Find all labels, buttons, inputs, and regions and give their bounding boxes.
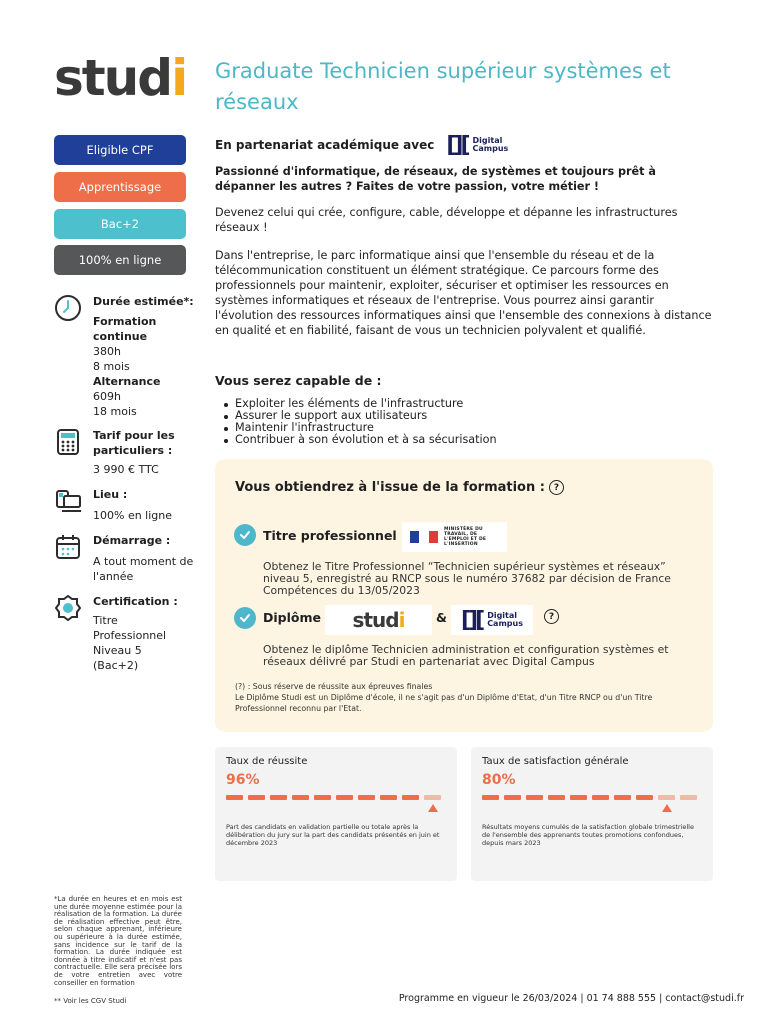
ministere-logo	[402, 522, 507, 552]
progress-segment	[680, 795, 697, 800]
duree-fc-months: 8 mois	[93, 360, 130, 373]
progress-segment	[526, 795, 543, 800]
duration-footnote: *La durée en heures et en mois est une durée moyenne estimée pour la réalisation de la formation. La durée de réalisation effective peut être, selon chaque apprenant, inférieure ou supérieure à la durée estimée, sans incidence sur le tarif de la formation. La durée indiquée est donnée à titre indicatif et n'est pas contractuelle. Elle sera précisée lors de votre entretien avec votre conseiller en formation	[54, 895, 182, 987]
badge-cpf: Eligible CPF	[54, 135, 186, 165]
tarif-label: Tarif pour les particuliers :	[93, 429, 175, 457]
intro-bold: Passionné d'informatique, de réseaux, de systèmes et toujours prêt à dépanner les autres ? Faites de votre passion, votre métier !	[215, 165, 656, 193]
progress-segment	[658, 795, 675, 800]
digital-campus-logo: [][ Digital Campus	[446, 132, 509, 158]
check-icon	[234, 524, 256, 546]
list-item: Exploiter les éléments de l'infrastructure	[224, 398, 497, 410]
progress-segment	[314, 795, 331, 800]
duree-alt-hours: 609h	[93, 390, 121, 403]
stat-satisfaction	[471, 747, 713, 881]
stat-label: Taux de satisfaction générale	[482, 756, 629, 767]
ampersand: &	[436, 610, 447, 625]
diplome-label: Diplôme	[263, 610, 321, 625]
page-title: Graduate Technicien supérieur systèmes et réseaux	[215, 59, 671, 114]
progress-marker	[428, 804, 438, 812]
info-demarrage	[54, 533, 204, 584]
progress-segment	[592, 795, 609, 800]
partner-label: En partenariat académique avec	[215, 138, 435, 152]
progress-segment	[636, 795, 653, 800]
obtenir-panel	[215, 459, 713, 732]
progress-segment	[402, 795, 419, 800]
demarrage-label: Démarrage :	[93, 534, 171, 547]
calendar-icon	[54, 533, 82, 561]
obtenir-heading-text: Vous obtiendrez à l'issue de la formation :	[235, 480, 545, 495]
lieu-value: 100% en ligne	[93, 509, 173, 522]
studi-logo-small: stud i	[325, 605, 432, 635]
info-tarif	[54, 428, 204, 477]
progress-segment	[292, 795, 309, 800]
progress-segment	[270, 795, 287, 800]
duree-alternance: Alternance	[93, 375, 161, 388]
progress-segment	[504, 795, 521, 800]
capable-list	[224, 398, 497, 446]
certification-label: Certification :	[93, 595, 178, 608]
certification-value: Titre Professionnel Niveau 5 (Bac+2)	[93, 614, 167, 672]
progress-segment	[424, 795, 441, 800]
french-flag-icon	[410, 531, 438, 543]
stat-value: 80%	[482, 772, 516, 788]
demarrage-value: A tout moment de l'année	[93, 555, 194, 583]
list-item: Assurer le support aux utilisateurs	[224, 410, 497, 422]
dc-line2: Campus	[472, 144, 509, 153]
diplome-description: Obtenez le diplôme Technicien administration et configuration systèmes et réseaux délivré par Studi en partenariat avec Digital Campus	[263, 643, 669, 668]
capable-heading: Vous serez capable de :	[215, 373, 382, 388]
progress-bar	[482, 795, 698, 800]
progress-segment	[358, 795, 375, 800]
clock-icon	[54, 294, 82, 322]
progress-segment	[482, 795, 499, 800]
lieu-label: Lieu :	[93, 488, 128, 501]
dc-line1: Digital	[472, 135, 503, 145]
progress-segment	[548, 795, 565, 800]
progress-marker	[662, 804, 672, 812]
info-duree	[54, 294, 204, 419]
logo-accent: i	[171, 49, 187, 107]
stat-label: Taux de réussite	[226, 756, 308, 767]
certificate-icon	[54, 594, 82, 622]
partner-line	[215, 132, 508, 158]
progress-segment	[380, 795, 397, 800]
check-icon	[234, 607, 256, 629]
progress-segment	[570, 795, 587, 800]
help-icon[interactable]: ?	[544, 609, 559, 624]
list-item: Contribuer à son évolution et à sa sécurisation	[224, 434, 497, 446]
footer: Programme en vigueur le 26/03/2024 | 01 74 888 555 | contact@studi.fr	[398, 993, 744, 1004]
duree-label: Durée estimée*:	[93, 295, 194, 308]
intro-paragraph-1: Devenez celui qui crée, configure, cable, développe et dépanne les infrastructures réseaux !	[215, 206, 678, 234]
studi-logo	[54, 50, 194, 106]
progress-segment	[226, 795, 243, 800]
calculator-icon	[54, 428, 82, 456]
duree-fc-hours: 380h	[93, 345, 121, 358]
info-certification	[54, 594, 204, 673]
progress-segment	[614, 795, 631, 800]
duree-alt-months: 18 mois	[93, 405, 137, 418]
logo-main: stud	[54, 49, 172, 107]
progress-segment	[248, 795, 265, 800]
tarif-value: 3 990 € TTC	[93, 463, 159, 476]
badge-online: 100% en ligne	[54, 245, 186, 275]
badge-apprentissage: Apprentissage	[54, 172, 186, 202]
list-item: Maintenir l'infrastructure	[224, 422, 497, 434]
ministere-text: MINISTÈRE DU TRAVAIL, DE L'EMPLOI ET DE L'INSERTION	[444, 527, 487, 547]
digital-campus-logo-small: [][ Digital Campus	[451, 605, 533, 635]
note-line-1: (?) : Sous réserve de réussite aux épreuves finales	[235, 682, 433, 691]
help-icon[interactable]: ?	[549, 480, 564, 495]
devices-icon	[54, 487, 82, 515]
progress-bar	[226, 795, 442, 800]
cgv-footnote: ** Voir les CGV Studi	[54, 997, 127, 1005]
titre-pro-label: Titre professionnel	[263, 528, 397, 543]
progress-segment	[336, 795, 353, 800]
stat-reussite	[215, 747, 457, 881]
info-lieu	[54, 487, 204, 523]
intro-paragraph-2: Dans l'entreprise, le parc informatique ainsi que l'ensemble du réseau et de la télécommunication constituent un élément stratégique. Ce parcours forme des professionnels pour maintenir, exploiter, sécuriser et optimiser les ressources en systèmes informatiques et réseaux de l'entreprise. Vous pourrez ainsi garantir l'évolution des ressources informatiques ainsi que l'ensemble des connexions à distance en qualité et en fiabilité, faisant de vous un technicien polyvalent et qualifié.	[215, 249, 712, 337]
badge-bac2: Bac+2	[54, 209, 186, 239]
stat-note: Part des candidats en validation partielle ou totale après la délibération du jury sur la part des candidats présentés en juin et décembre 2023	[226, 823, 440, 847]
obtenir-heading	[235, 480, 564, 495]
duree-formation-continue: Formation continue	[93, 315, 157, 343]
note-line-2: Le Diplôme Studi est un Diplôme d'école, il ne s'agit pas d'un Diplôme d'Etat, d'un Titre RNCP ou d'un Titre Professionnel reconnu par l'Etat.	[235, 693, 653, 713]
stat-note: Résultats moyens cumulés de la satisfaction globale trimestrielle de l'ensemble des apprenants toutes promotions confondues, depuis mars 2023	[482, 823, 694, 847]
stat-value: 96%	[226, 772, 260, 788]
obtenir-note	[235, 681, 705, 714]
titre-pro-description: Obtenez le Titre Professionnel “Technicien supérieur systèmes et réseaux” niveau 5, enregistré au RNCP sous le numéro 37682 par décision de France Compétences du 13/05/2023	[263, 560, 671, 597]
